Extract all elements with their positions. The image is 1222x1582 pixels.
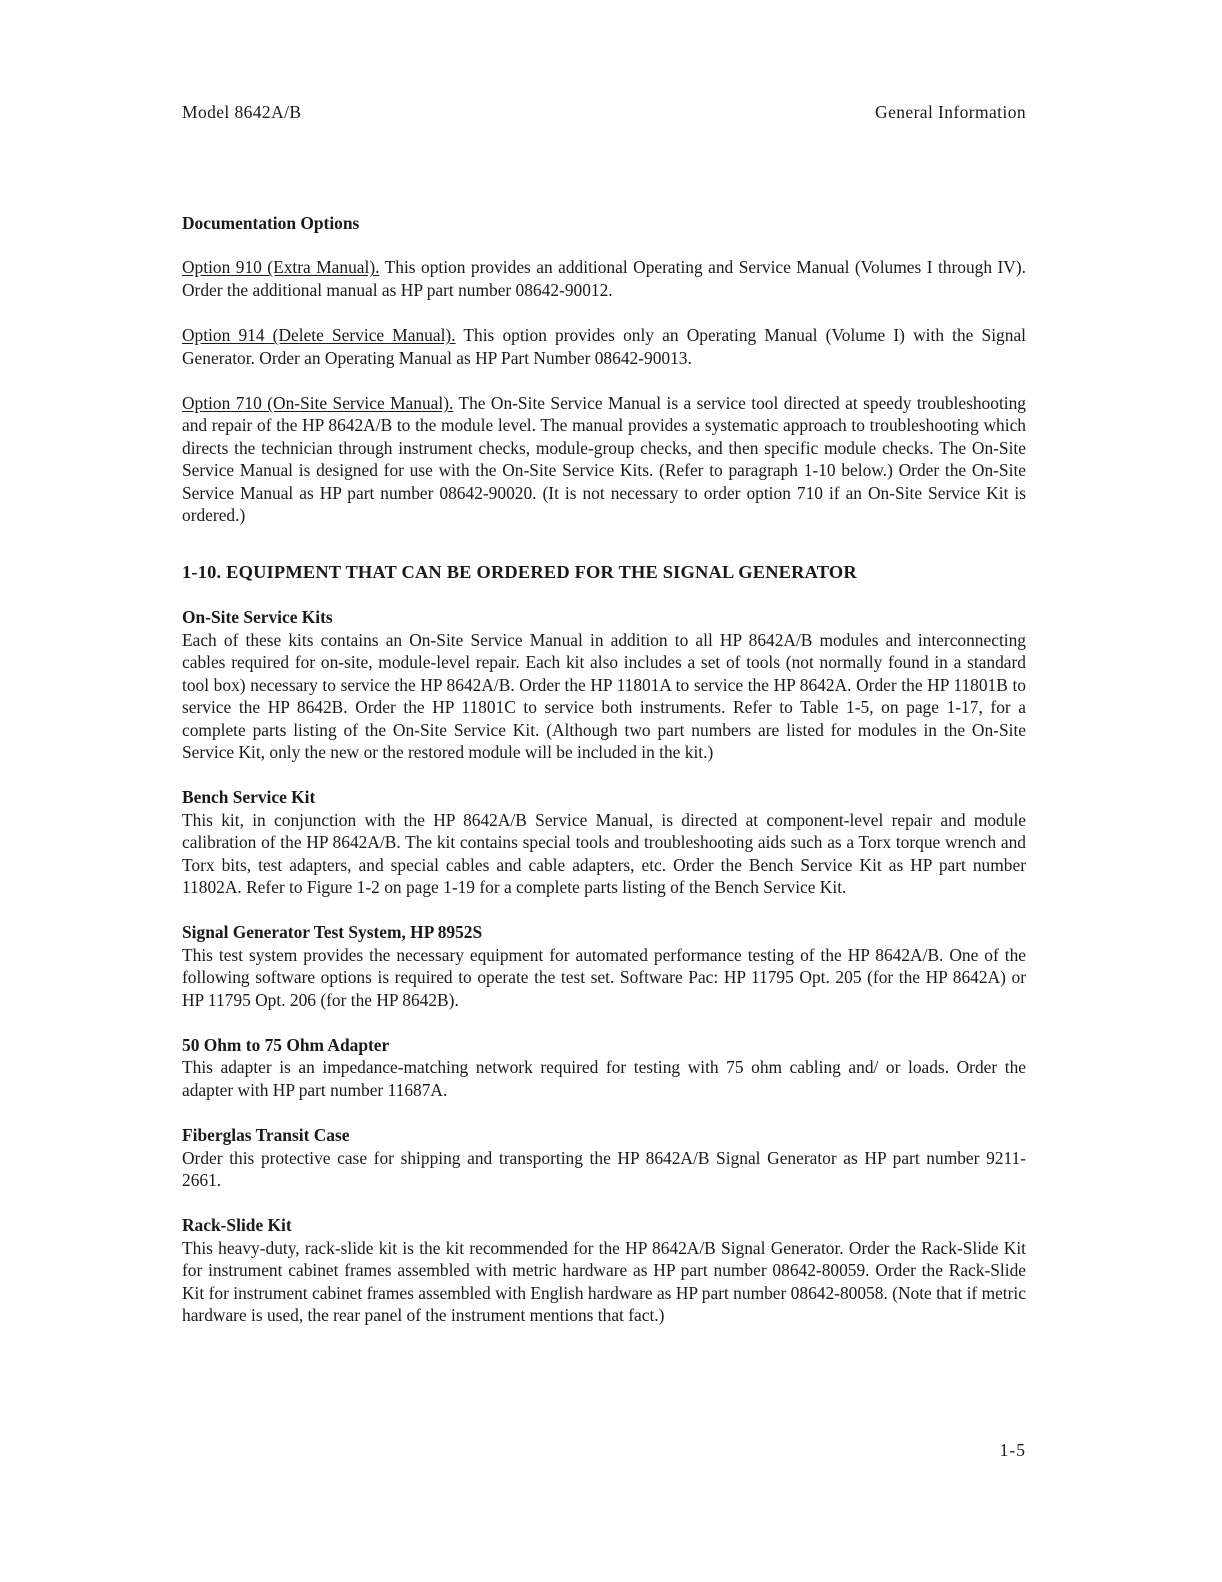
option-914-text: This option provides only an Operating Manual (Volume I) with the Signal Generator. Order an Operating Manual as HP Part Number 08642-90013.: [182, 325, 1026, 368]
test-system-title: Signal Generator Test System, HP 8952S: [182, 922, 483, 943]
section-heading: 1-10. EQUIPMENT THAT CAN BE ORDERED FOR THE SIGNAL GENERATOR: [182, 562, 857, 583]
bench-kit-title: Bench Service Kit: [182, 787, 316, 808]
header-chapter: General Information: [875, 102, 1026, 122]
header-model: Model 8642A/B: [182, 102, 302, 122]
onsite-kits-text: Each of these kits contains an On-Site Service Manual in addition to all HP 8642A/B modules and interconnecting cables required for on-site, module-level repair. Each kit also includes a set of tools (not normally found in a standard tool box) necessary to service the HP 8642A/B. Order the HP 11801A to service the HP 8642A. Order the HP 11801B to service the HP 8642B. Order the HP 11801C to service both instruments. Refer to Table 1-5, on page 1-17, for a complete parts listing of the On-Site Service Kit. (Although two part numbers are listed for modules in the On-Site Service Kit, only the new or the restored module will be included in the kit.): [182, 629, 1026, 762]
option-710-text: The On-Site Service Manual is a service tool directed at speedy troubleshooting and repair of the HP 8642A/B to the module level. The manual provides a systematic approach to troubleshooting which directs the technician through instrument checks, module-group checks, and then specific module checks. The On-Site Service Manual is designed for use with the On-Site Service Kits. (Refer to paragraph 1-10 below.) Order the On-Site Service Manual as HP part number 08642-90020. (It is not necessary to order option 710 if an On-Site Service Kit is ordered.): [182, 393, 1026, 526]
option-710-lead: Option 710 (On-Site Service Manual).: [182, 393, 454, 414]
bench-kit-text: This kit, in conjunction with the HP 8642A/B Service Manual, is directed at component-level repair and module calibration of the HP 8642A/B. The kit contains special tools and troubleshooting aids such as a Torx torque wrench and Torx bits, test adapters, and special cables and cable adapters, etc. Order the Bench Service Kit as HP part number 11802A. Refer to Figure 1-2 on page 1-19 for a complete parts listing of the Bench Service Kit.: [182, 809, 1026, 897]
running-header: [182, 102, 1026, 126]
option-910-lead: Option 910 (Extra Manual).: [182, 257, 380, 278]
transit-case-title: Fiberglas Transit Case: [182, 1125, 350, 1146]
option-910-paragraph: [182, 256, 1026, 301]
test-system-text: This test system provides the necessary equipment for automated performance testing of the HP 8642A/B. One of the following software options is required to operate the test set. Software Pac: HP 11795 Opt. 205 (for the HP 8642A) or HP 11795 Opt. 206 (for the HP 8642B).: [182, 944, 1026, 1010]
adapter-text: This adapter is an impedance-matching network required for testing with 75 ohm cabling and/ or loads. Order the adapter with HP part number 11687A.: [182, 1057, 1026, 1100]
transit-case-text: Order this protective case for shipping and transporting the HP 8642A/B Signal Generator as HP part number 9211-2661.: [182, 1147, 1026, 1190]
adapter-title: 50 Ohm to 75 Ohm Adapter: [182, 1034, 390, 1055]
option-910-text: This option provides an additional Operating and Service Manual (Volumes I through IV). Order the additional manual as HP part number 08642-90012.: [182, 257, 1026, 300]
rack-slide-title: Rack-Slide Kit: [182, 1215, 292, 1236]
page-body: [182, 212, 1026, 1326]
onsite-kits-title: On-Site Service Kits: [182, 607, 333, 628]
option-914-paragraph: [182, 324, 1026, 369]
option-914-lead: Option 914 (Delete Service Manual).: [182, 325, 456, 346]
doc-options-title: Documentation Options: [182, 213, 360, 233]
page-number: 1-5: [999, 1440, 1026, 1460]
rack-slide-text: This heavy-duty, rack-slide kit is the kit recommended for the HP 8642A/B Signal Generator. Order the Rack-Slide Kit for instrument cabinet frames assembled with metric hardware as HP part number 08642-80059. Order the Rack-Slide Kit for instrument cabinet frames assembled with English hardware as HP part number 08642-80058. (Note that if metric hardware is used, the rear panel of the instrument mentions that fact.): [182, 1237, 1026, 1326]
option-710-paragraph: [182, 392, 1026, 526]
